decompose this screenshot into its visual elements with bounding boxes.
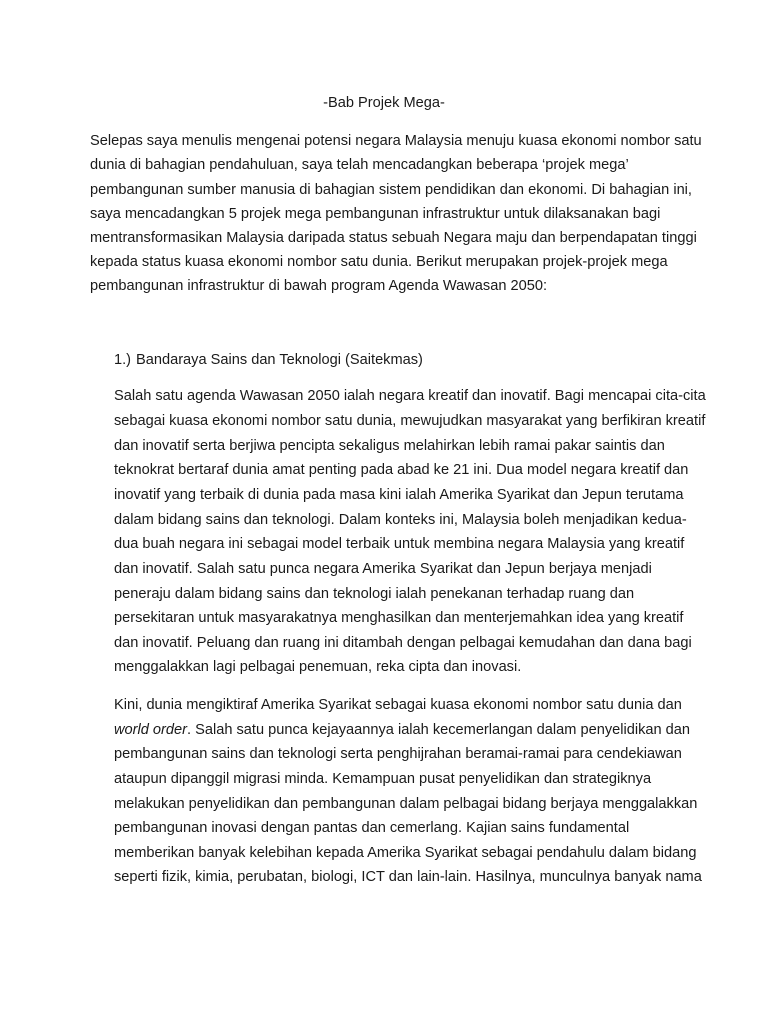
text-line [114, 720, 690, 740]
section-number: 1.) [114, 352, 132, 368]
section-heading [114, 350, 423, 370]
text-line: dunia di bahagian pendahuluan, saya telah mencadangkan beberapa ‘projek mega’ [90, 157, 629, 173]
text-line: dalam bidang sains dan teknologi. Dalam konteks ini, Malaysia boleh menjadikan kedua- [114, 512, 687, 528]
text-line: dan inovatif. Peluang dan ruang ini ditambah dengan pelbagai kemudahan dan dana bagi [114, 635, 692, 651]
text-line: inovatif yang terbaik di dunia pada masa kini ialah Amerika Syarikat dan Jepun terutama [114, 487, 684, 503]
italic-term: world order [114, 722, 187, 738]
text-line: dan inovatif. Salah satu punca negara Amerika Syarikat dan Jepun berjaya menjadi [114, 561, 652, 577]
text-line: dan inovatif serta berjiwa pencipta sekaligus melahirkan lebih ramai pakar saintis dan [114, 438, 665, 454]
text-line: Kini, dunia mengiktiraf Amerika Syarikat sebagai kuasa ekonomi nombor satu dunia dan [114, 697, 682, 713]
text-line: Selepas saya menulis mengenai potensi negara Malaysia menuju kuasa ekonomi nombor satu [90, 133, 702, 149]
text-line: peneraju dalam bidang sains dan teknologi ialah penekanan terhadap ruang dan [114, 586, 635, 602]
text-line: pembangunan sains dan teknologi serta penghijrahan beramai-ramai para cendekiawan [114, 746, 682, 762]
text-run: . Salah satu punca kejayaannya ialah kecemerlangan dalam penyelidikan dan [187, 722, 691, 738]
text-line: seperti fizik, kimia, perubatan, biologi, ICT dan lain-lain. Hasilnya, munculnya banyak nama [114, 869, 702, 885]
text-line: dua buah negara ini sebagai model terbaik untuk membina negara Malaysia yang kreatif [114, 536, 685, 552]
text-line: kepada status kuasa ekonomi nombor satu dunia. Berikut merupakan projek-projek mega [90, 254, 668, 270]
text-line: menggalakkan lagi pelbagai penemuan, reka cipta dan inovasi. [114, 659, 522, 675]
text-line: sebagai kuasa ekonomi nombor satu dunia, mewujudkan masyarakat yang berfikiran kreatif [114, 413, 706, 429]
section-heading-text: Bandaraya Sains dan Teknologi (Saitekmas) [136, 352, 423, 368]
text-line: pembangunan inovasi dengan pantas dan cemerlang. Kajian sains fundamental [114, 820, 630, 836]
text-line: pembangunan sumber manusia di bahagian sistem pendidikan dan ekonomi. Di bahagian ini, [90, 182, 692, 198]
text-line: persekitaran untuk masyarakatnya menghasilkan dan menterjemahkan idea yang kreatif [114, 610, 684, 626]
page-title: -Bab Projek Mega- [323, 95, 445, 111]
text-line: pembangunan infrastruktur di bawah program Agenda Wawasan 2050: [90, 278, 548, 294]
text-line: memberikan banyak kelebihan kepada Amerika Syarikat sebagai pendahulu dalam bidang [114, 845, 697, 861]
text-line: teknokrat bertaraf dunia amat penting pada abad ke 21 ini. Dua model negara kreatif dan [114, 462, 689, 478]
text-line: saya mencadangkan 5 projek mega pembangunan infrastruktur untuk dilaksanakan bagi [90, 206, 661, 222]
text-line: Salah satu agenda Wawasan 2050 ialah negara kreatif dan inovatif. Bagi mencapai cita-cita [114, 388, 706, 404]
text-line: mentransformasikan Malaysia daripada status sebuah Negara maju dan berpendapatan tinggi [90, 230, 697, 246]
text-line: ataupun dipanggil migrasi minda. Kemampuan pusat penyelidikan dan strategiknya [114, 771, 652, 787]
text-line: melakukan penyelidikan dan pembangunan dalam pelbagai bidang berjaya menggalakkan [114, 796, 698, 812]
